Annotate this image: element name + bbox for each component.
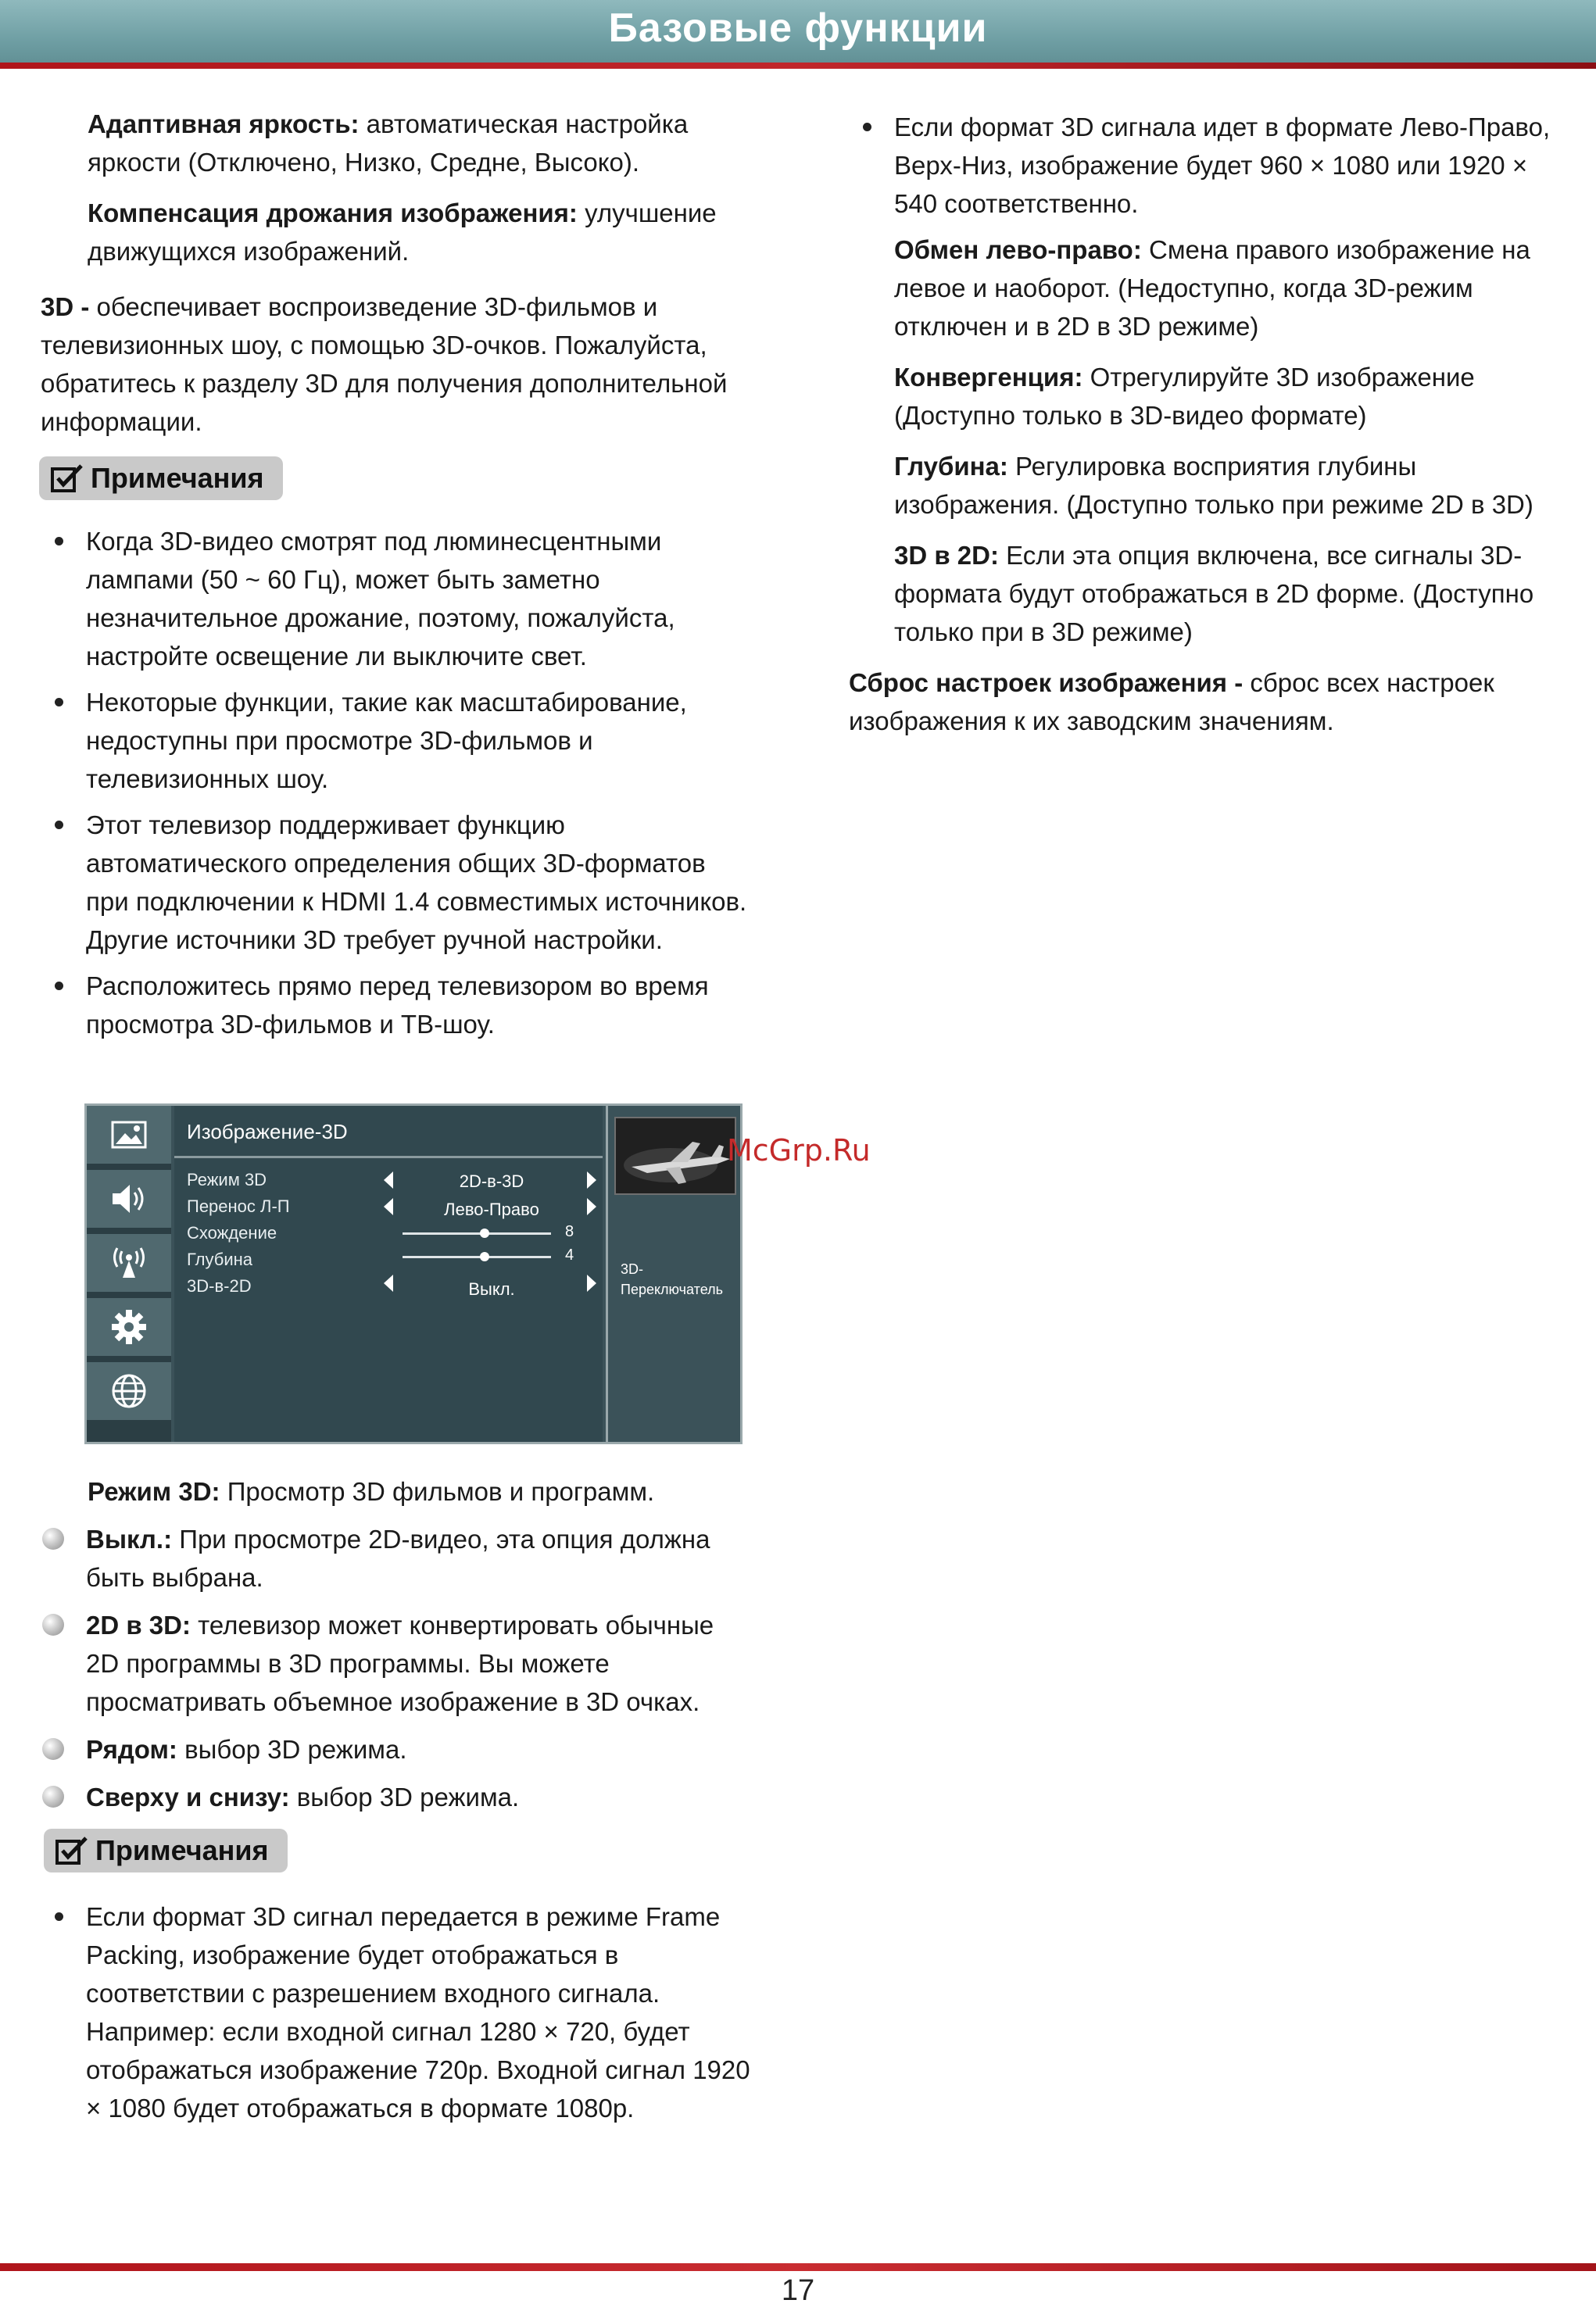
picture-icon (111, 1121, 147, 1149)
menu-tab-network[interactable] (87, 1362, 171, 1423)
menu-tab-channel[interactable] (87, 1234, 171, 1295)
paragraph-lr-swap: Обмен лево-право: Смена правого изображение на левое и наоборот. (Недоступно, когда 3D-режим отключен и в 2D в 3D режиме) (894, 235, 1530, 341)
preview-label: 3D- Переключатель (621, 1261, 723, 1297)
left-arrow-icon[interactable] (384, 1198, 393, 1215)
notes-list-1 (41, 522, 752, 1051)
right-column (849, 108, 1568, 753)
slider-knob[interactable] (480, 1229, 489, 1238)
bullet-ball (42, 1738, 64, 1760)
menu-row-3d-to-2d[interactable]: 3D-в-2D (187, 1276, 252, 1296)
bullet-dot (55, 698, 63, 706)
convergence-value: 8 (565, 1223, 574, 1240)
right-arrow-icon[interactable] (587, 1171, 596, 1189)
notes-heading-2 (44, 1829, 288, 1872)
menu-value-3d-to-2d: Выкл. (468, 1279, 515, 1299)
paragraph-judder-compensation (41, 194, 752, 270)
menu-row-3d-mode[interactable]: Режим 3D (187, 1170, 267, 1189)
menu-row-lr-swap[interactable]: Перенос Л-П (187, 1196, 290, 1216)
bullet-dot (863, 123, 871, 131)
term-text: обеспечивает воспроизведение 3D-фильмов и телевизионных шоу, с помощью 3D-очков. Пожалуйста, обратитесь к разделу 3D для получения дополнительной информации. (41, 292, 728, 436)
left-arrow-icon[interactable] (384, 1171, 393, 1189)
list-item: 2D в 3D: телевизор может конвертировать обычные 2D программы в 3D программы. Вы можете просматривать объемное изображение в 3D очках. (41, 1606, 752, 1721)
tv-3d-menu (84, 1103, 743, 1444)
list-item: Когда 3D-видео смотрят под люминесцентными лампами (50 ~ 60 Гц), может быть заметно незначительное дрожание, поэтому, пожалуйста, настройте освещение ли выключите свет. (41, 522, 752, 675)
list-item: Этот телевизор поддерживает функцию автоматического определения общих 3D-форматов при подключении к HDMI 1.4 совместимых источников. Другие источники 3D требует ручной настройки. (41, 806, 752, 959)
left-arrow-icon[interactable] (384, 1275, 393, 1292)
list-item: Если формат 3D сигнал передается в режиме Frame Packing, изображение будет отображаться в соответствии с разрешением входного сигнала. Например: если входной сигнал 1280 × 720, будет отображаться изображение 720p. Входной сигнал 1920 × 1080 будет отображаться в формате 1080p. (41, 1897, 752, 2127)
list-item: Некоторые функции, такие как масштабирование, недоступны при просмотре 3D-фильмов и телевизионных шоу. (41, 683, 752, 798)
notes-title: Примечания (95, 1834, 269, 1866)
footer-rule (0, 2263, 1596, 2271)
menu-tab-settings[interactable] (87, 1298, 171, 1359)
antenna-icon (109, 1245, 149, 1281)
right-arrow-icon[interactable] (587, 1275, 596, 1292)
notes-list-2 (41, 1897, 752, 2135)
menu-row-convergence[interactable]: Схождение (187, 1223, 277, 1243)
term-label: Компенсация дрожания изображения: (88, 199, 578, 227)
menu-row-depth[interactable]: Глубина (187, 1250, 253, 1269)
convergence-slider[interactable] (403, 1232, 551, 1235)
bullet-ball (42, 1528, 64, 1550)
list-item: Сверху и снизу: выбор 3D режима. (41, 1778, 752, 1816)
sound-icon (109, 1182, 149, 1216)
note-check-icon (55, 1835, 89, 1866)
term-text: автоматическая настройка яркости (Отключено, Низко, Средне, Высоко). (88, 109, 689, 177)
paragraph-convergence: Конвергенция: Отрегулируйте 3D изображение (Доступно только в 3D-видео формате) (894, 363, 1475, 430)
menu-tab-sound[interactable] (87, 1170, 171, 1231)
menu-value-3d-mode: 2D-в-3D (459, 1171, 524, 1191)
list-item: Выкл.: При просмотре 2D-видео, эта опция должна быть выбрана. (41, 1520, 752, 1597)
depth-value: 4 (565, 1246, 574, 1264)
menu-value-lr-swap: Лево-Право (444, 1200, 539, 1219)
right-arrow-icon[interactable] (587, 1198, 596, 1215)
term-label: Режим 3D: (88, 1477, 220, 1506)
bullet-dot (55, 537, 63, 545)
paragraph-reset: Сброс настроек изображения - сброс всех настроек изображения к их заводским значениям. (849, 668, 1494, 735)
mode-list (41, 1520, 752, 1816)
menu-tab-picture[interactable] (87, 1106, 171, 1167)
left-column-top (41, 105, 752, 453)
slider-knob[interactable] (480, 1252, 489, 1261)
term-label: 3D - (41, 292, 90, 321)
page-title: Базовые функции (608, 5, 988, 51)
airplane-image (616, 1118, 736, 1195)
menu-sidebar (87, 1106, 171, 1442)
bullet-dot (55, 982, 63, 990)
menu-divider (174, 1156, 603, 1158)
list-item: Если формат 3D сигнала идет в формате Лево-Право, Верх-Низ, изображение будет 960 × 1080 или 1920 × 540 соответственно. (849, 108, 1568, 223)
term-label: Адаптивная яркость: (88, 109, 360, 138)
bullet-ball (42, 1786, 64, 1808)
term-text: Просмотр 3D фильмов и программ. (220, 1477, 655, 1506)
note-check-icon (50, 463, 84, 494)
paragraph-adaptive-brightness (41, 105, 752, 181)
paragraph-3d-to-2d: 3D в 2D: Если эта опция включена, все сигналы 3D-формата будут отображаться в 2D форме. (Доступно только при в 3D режиме) (894, 541, 1534, 646)
globe-icon (111, 1373, 147, 1409)
bullet-dot (55, 821, 63, 829)
list-item: Рядом: выбор 3D режима. (41, 1730, 752, 1769)
watermark: McGrp.Ru (727, 1133, 871, 1168)
page-number: 17 (781, 2274, 815, 2307)
depth-slider[interactable] (403, 1256, 551, 1258)
menu-panel (174, 1106, 603, 1442)
preview-thumbnail (614, 1117, 736, 1195)
notes-title: Примечания (91, 462, 264, 494)
bullet-dot (55, 1912, 63, 1921)
settings-icon (111, 1309, 147, 1345)
paragraph-3d (41, 288, 752, 441)
paragraph-mode-3d (41, 1472, 752, 1511)
bullet-ball (42, 1614, 64, 1636)
term-text: улучшение движущихся изображений. (88, 199, 717, 266)
menu-title: Изображение-3D (187, 1120, 348, 1143)
mode-3d-section (41, 1472, 752, 1826)
list-item: Расположитесь прямо перед телевизором во время просмотра 3D-фильмов и ТВ-шоу. (41, 967, 752, 1043)
header-rule (0, 63, 1596, 69)
notes-heading-1 (39, 456, 283, 500)
paragraph-depth: Глубина: Регулировка восприятия глубины изображения. (Доступно только при режиме 2D в 3D) (894, 452, 1533, 519)
menu-preview-panel (606, 1106, 740, 1442)
